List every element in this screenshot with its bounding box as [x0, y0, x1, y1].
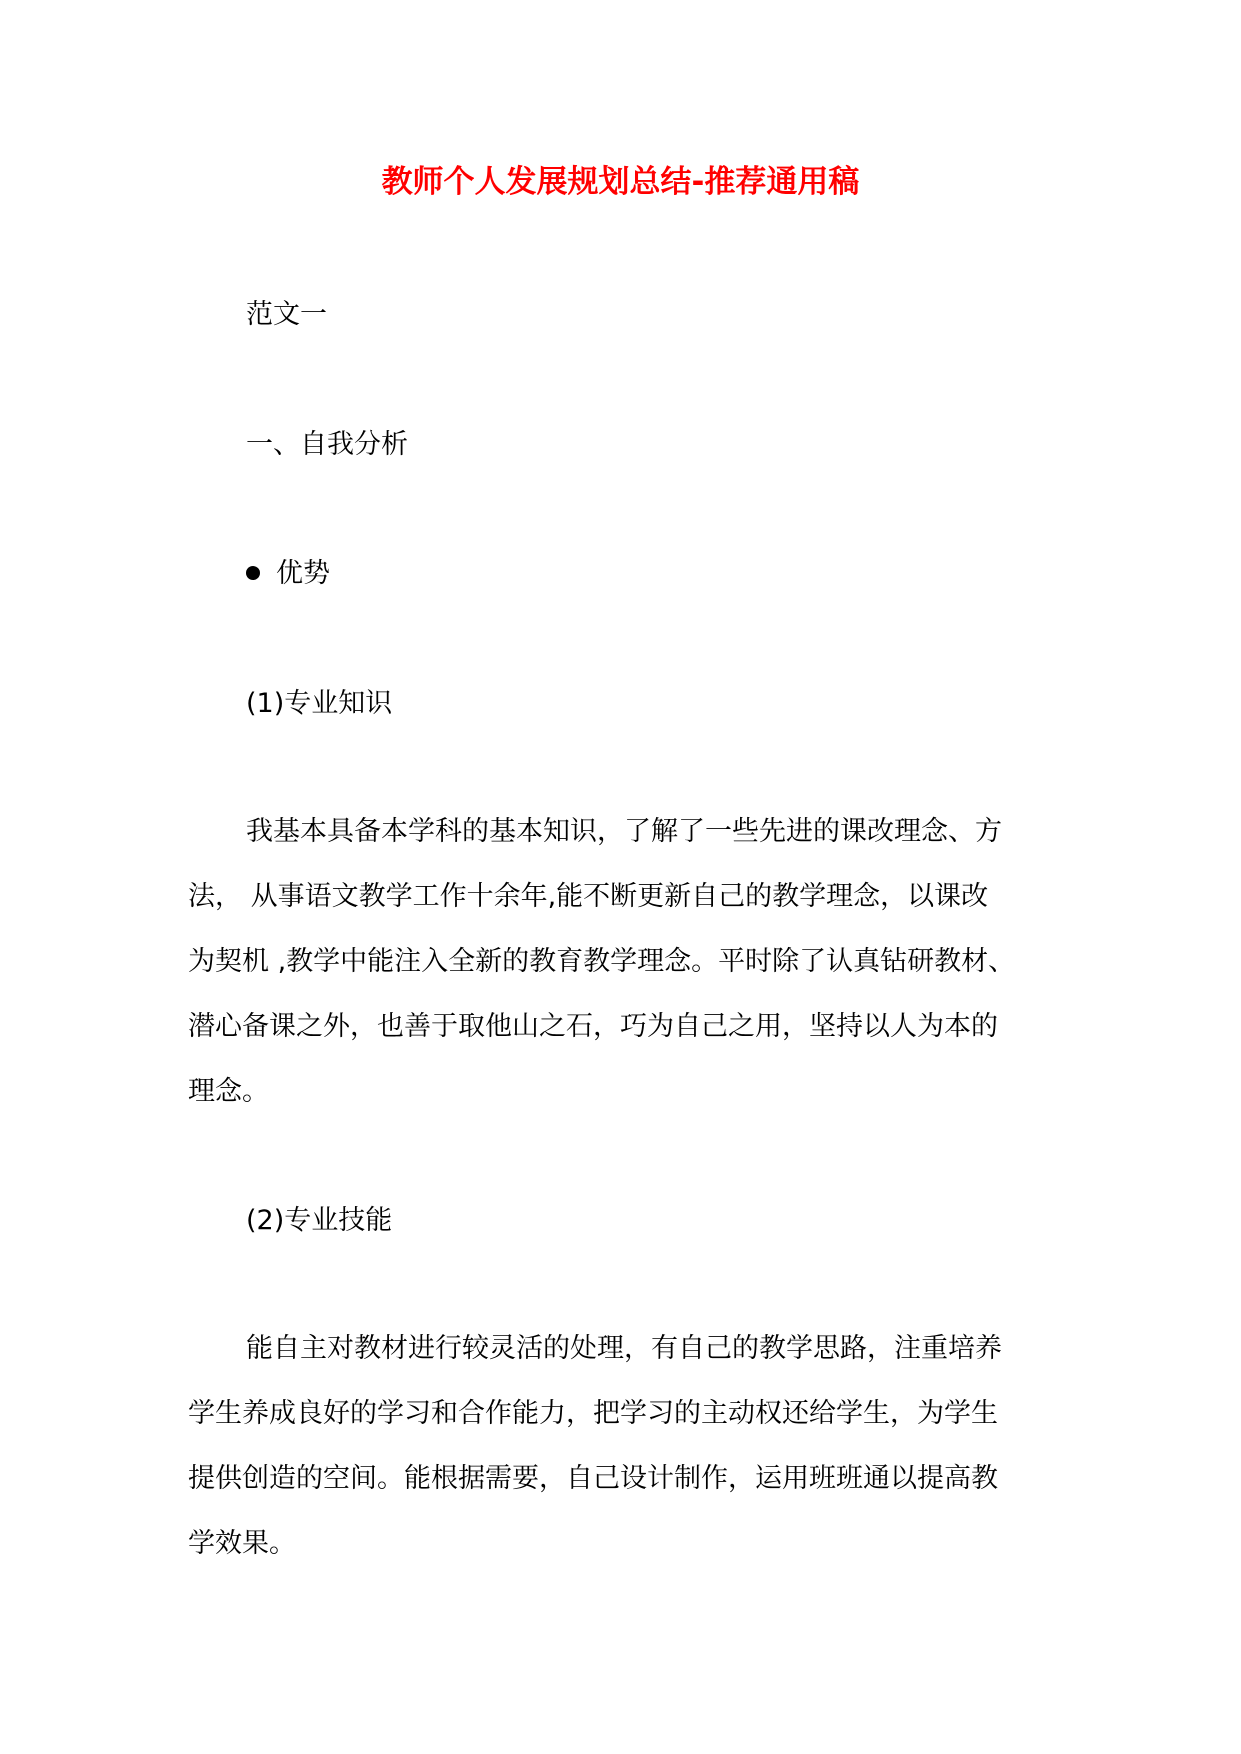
paragraph-professional-knowledge — [188, 799, 1058, 1124]
paragraph-line: 我基本具备本学科的基本知识，了解了一些先进的课改理念、方 — [246, 816, 1002, 847]
paragraph-line: 为契机 ,教学中能注入全新的教育教学理念。平时除了认真钻研教材、 — [188, 946, 1016, 977]
bullet-dot-icon — [246, 566, 260, 580]
paragraph-line: 提供创造的空间。能根据需要，自己设计制作，运用班班通以提高教 — [188, 1463, 998, 1494]
heading-self-analysis: 一、自我分析 — [246, 429, 408, 460]
paragraph-line: 理念。 — [188, 1076, 269, 1107]
paragraph-line: 学生养成良好的学习和合作能力，把学习的主动权还给学生，为学生 — [188, 1398, 998, 1429]
paragraph-line: 潜心备课之外，也善于取他山之石，巧为自己之用，坚持以人为本的 — [188, 1011, 998, 1042]
paragraph-professional-skills — [188, 1316, 1058, 1576]
subheading-professional-skills: (2)专业技能 — [246, 1205, 393, 1236]
paragraph-line: 法， 从事语文教学工作十余年,能不断更新自己的教学理念，以课改 — [188, 881, 989, 912]
section-label: 范文一 — [246, 299, 327, 330]
paragraph-line: 能自主对教材进行较灵活的处理，有自己的教学思路，注重培养 — [246, 1333, 1002, 1364]
paragraph-line: 学效果。 — [188, 1528, 296, 1559]
subheading-professional-knowledge: (1)专业知识 — [246, 688, 393, 719]
bullet-item-advantage — [246, 556, 330, 592]
document-title: 教师个人发展规划总结-推荐通用稿 — [381, 164, 860, 200]
bullet-label: 优势 — [276, 558, 330, 589]
